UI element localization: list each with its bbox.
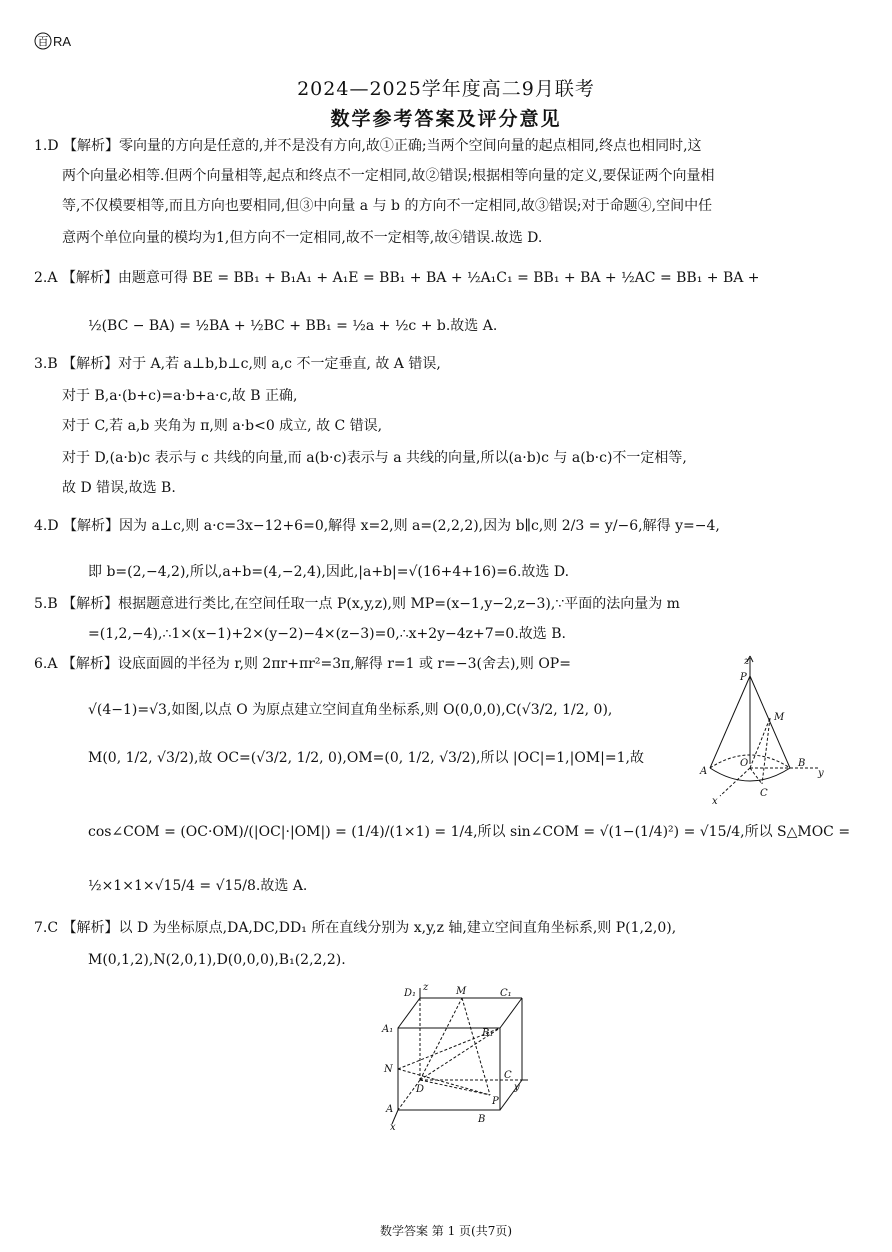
cube-label-m: M: [456, 986, 467, 997]
logo-text: RA: [53, 33, 72, 49]
q6-line-5: ½×1×1×√15/4 = √15/8.故选 A.: [88, 878, 308, 894]
q3-line-2: 对于 B,a·(b+c)=a·b+a·c,故 B 正确,: [62, 388, 298, 404]
cube-label-x: x: [390, 1122, 396, 1132]
q4-line-2: 即 b=(2,−4,2),所以,a+b=(4,−2,4),因此,|a+b|=√(16+4+16)=6.故选 D.: [88, 564, 570, 580]
cone-label-x: x: [712, 796, 718, 807]
cone-label-c: C: [760, 788, 768, 799]
q3-line-4: 对于 D,(a·b)c 表示与 c 共线的向量,而 a(b·c)表示与 a 共线的向量,所以(a·b)c 与 a(b·c)不一定相等,: [62, 450, 687, 466]
cube-label-n: N: [384, 1064, 393, 1075]
page-footer: 数学答案 第 1 页(共7页): [379, 1224, 513, 1238]
q5-line-1: 5.B 【解析】根据题意进行类比,在空间任取一点 P(x,y,z),则 MP=(x−1,y−2,z−3),∵平面的法向量为 m: [34, 596, 680, 612]
q1-line-4: 意两个单位向量的模均为1,但方向不一定相同,故不一定相等,故④错误.故选 D.: [62, 230, 543, 246]
cube-figure: [378, 980, 528, 1132]
q6-line-3: M(0, 1/2, √3/2),故 OC=(√3/2, 1/2, 0),OM=(0, 1/2, √3/2),所以 |OC|=1,|OM|=1,故: [88, 750, 644, 766]
logo-seal-icon: [34, 32, 52, 50]
cone-label-o: O: [740, 758, 749, 769]
cone-label-m: M: [774, 712, 785, 723]
q1-line-1: 1.D 【解析】零向量的方向是任意的,并不是没有方向,故①正确;当两个空间向量的起点相同,终点也相同时,这: [34, 138, 702, 154]
cube-label-b: B: [478, 1114, 486, 1125]
q6-line-2: √(4−1)=√3,如图,以点 O 为原点建立空间直角坐标系,则 O(0,0,0),C(√3/2, 1/2, 0),: [88, 702, 613, 718]
cube-label-c: C: [504, 1070, 512, 1081]
cone-label-y: y: [818, 768, 824, 779]
cube-label-c1: C₁: [500, 988, 512, 999]
q3-line-3: 对于 C,若 a,b 夹角为 π,则 a·b<0 成立, 故 C 错误,: [62, 418, 383, 434]
document-subtitle: 数学参考答案及评分意见: [330, 108, 562, 130]
svg-text:百: 百: [37, 35, 49, 48]
q3-line-1: 3.B 【解析】对于 A,若 a⊥b,b⊥c,则 a,c 不一定垂直, 故 A 错误,: [34, 356, 441, 372]
cube-label-d1: D₁: [404, 988, 417, 999]
cone-label-a: A: [700, 766, 708, 777]
exam-title: 2024—2025学年度高二9月联考: [297, 78, 595, 100]
q1-line-2: 两个向量必相等.但两个向量相等,起点和终点不一定相同,故②错误;根据相等向量的定义,要保证两个向量相: [62, 168, 715, 184]
cube-label-a: A: [386, 1104, 394, 1115]
q1-line-3: 等,不仅模要相等,而且方向也要相同,但③中向量 a 与 b 的方向不一定相同,故③错误;对于命题④,空间中任: [62, 198, 713, 214]
cube-label-d: D: [416, 1084, 425, 1095]
cone-label-p: P: [740, 672, 747, 683]
q5-line-2: =(1,2,−4),∴1×(x−1)+2×(y−2)−4×(z−3)=0,∴x+2y−4z+7=0.故选 B.: [88, 626, 566, 642]
q7-line-1: 7.C 【解析】以 D 为坐标原点,DA,DC,DD₁ 所在直线分别为 x,y,z 轴,建立空间直角坐标系,则 P(1,2,0),: [34, 920, 677, 936]
q6-line-1: 6.A 【解析】设底面圆的半径为 r,则 2πr+πr²=3π,解得 r=1 或 r=−3(舍去),则 OP=: [34, 656, 571, 672]
q2-line-1: 2.A 【解析】由题意可得 BE = BB₁ + B₁A₁ + A₁E = BB₁ + BA + ½A₁C₁ = BB₁ + BA + ½AC = BB₁ + BA +: [34, 270, 760, 286]
cube-label-y: y: [514, 1082, 520, 1093]
cone-label-z: z: [744, 656, 750, 667]
cube-label-z: z: [423, 982, 429, 993]
cone-figure: [694, 652, 828, 810]
q2-line-2: ½(BC − BA) = ½BA + ½BC + BB₁ = ½a + ½c + b.故选 A.: [88, 318, 498, 334]
q7-line-2: M(0,1,2),N(2,0,1),D(0,0,0),B₁(2,2,2).: [88, 952, 346, 968]
q3-line-5: 故 D 错误,故选 B.: [62, 480, 176, 496]
cone-label-b: B: [798, 758, 806, 769]
q6-line-4: cos∠COM = (OC·OM)/(|OC|·|OM|) = (1/4)/(1×1) = 1/4,所以 sin∠COM = √(1−(1/4)²) = √15/4,所以 S△MOC =: [88, 824, 851, 840]
cube-label-p: P: [492, 1096, 499, 1107]
cube-label-a1: A₁: [382, 1024, 394, 1035]
q4-line-1: 4.D 【解析】因为 a⊥c,则 a·c=3x−12+6=0,解得 x=2,则 a=(2,2,2),因为 b∥c,则 2/3 = y/−6,解得 y=−4,: [34, 518, 720, 534]
cube-label-b1: B₁: [482, 1028, 494, 1039]
brand-logo: [34, 32, 71, 50]
